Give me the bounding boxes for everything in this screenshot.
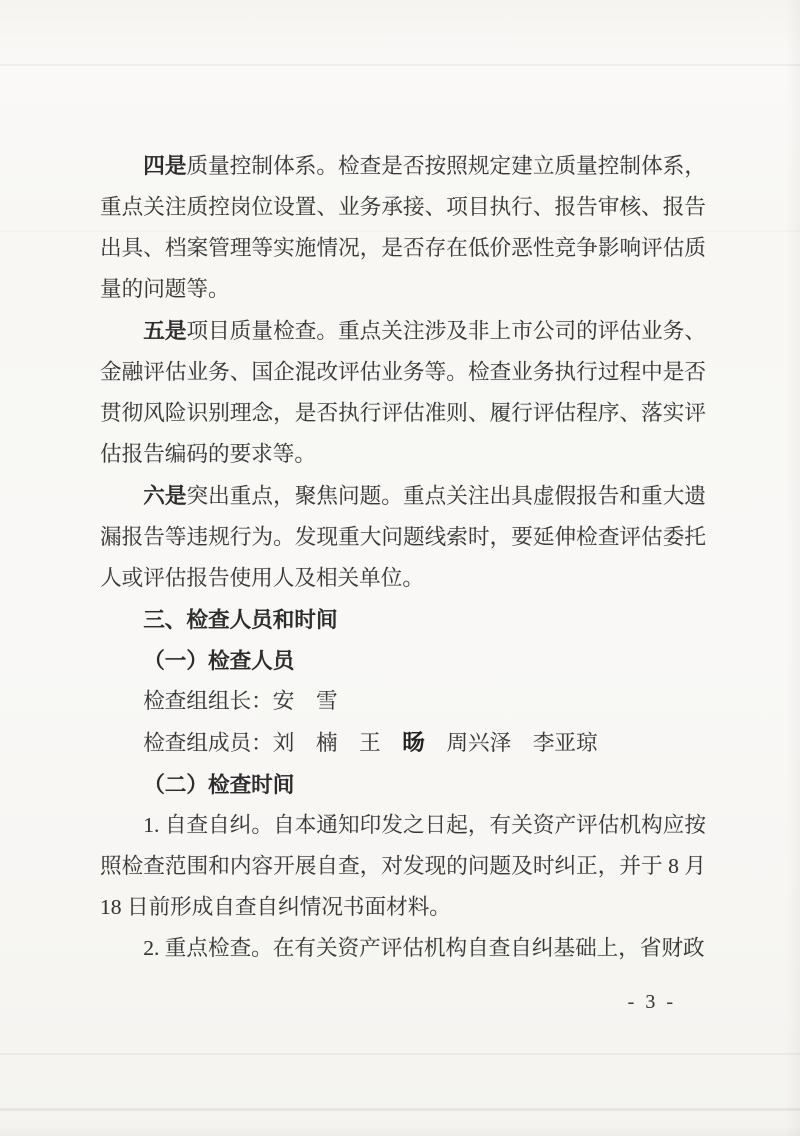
paragraph-text: 突出重点，聚焦问题。重点关注出具虚假报告和重大遗漏报告等违规行为。发现重大问题线索时，要延伸检查评估委托人或评估报告使用人及相关单位。 bbox=[100, 484, 706, 590]
paragraph-lead-word: 六是 bbox=[143, 483, 187, 508]
paragraph-quality-control-system bbox=[100, 145, 706, 310]
paragraph-project-quality-check bbox=[100, 310, 706, 475]
members-text: 检查组成员：刘 楠 王 bbox=[143, 731, 403, 755]
paragraph-text: 项目质量检查。重点关注涉及非上市公司的评估业务、金融评估业务、国企混改评估业务等。检查业务执行过程中是否贯彻风险识别理念，是否执行评估准则、履行评估程序、落实评估报告编码的要求等。 bbox=[100, 319, 706, 466]
paragraph-key-inspection: 2. 重点检查。在有关资产评估机构自查自纠基础上，省财政 bbox=[143, 936, 705, 960]
scan-artifact-band bbox=[0, 64, 800, 66]
subsection-heading-personnel: （一）检查人员 bbox=[143, 648, 295, 673]
paragraph-lead-word: 四是 bbox=[143, 153, 187, 178]
paragraph-self-inspection: 1. 自查自纠。自本通知印发之日起，有关资产评估机构应按照检查范围和内容开展自查，对发现的问题及时纠正，并于 8 月 18 日前形成自查自纠情况书面材料。 bbox=[100, 813, 706, 919]
paragraph-lead-word: 五是 bbox=[143, 318, 187, 343]
members-text: 周兴泽 李亚琼 bbox=[424, 731, 598, 755]
paragraph-text: 质量控制体系。检查是否按照规定建立质量控制体系，重点关注质控岗位设置、业务承接、项目执行、报告审核、报告出具、档案管理等实施情况，是否存在低价恶性竞争影响评估质量的问题等。 bbox=[100, 154, 706, 301]
paragraph-key-focus-issues bbox=[100, 475, 706, 599]
page-number: - 3 - bbox=[627, 991, 676, 1013]
scan-edge-shadow bbox=[0, 1126, 800, 1136]
inspection-team-members-line bbox=[100, 722, 706, 764]
subsection-heading-time: （二）检查时间 bbox=[143, 772, 295, 797]
scan-edge-shadow bbox=[786, 0, 800, 1136]
inspection-team-leader-line: 检查组组长：安 雪 bbox=[143, 689, 338, 713]
member-name-emphasized: 旸 bbox=[402, 730, 425, 755]
scan-artifact-band bbox=[0, 1108, 800, 1111]
scan-artifact-band bbox=[0, 1053, 800, 1055]
section-heading-personnel-and-time: 三、检查人员和时间 bbox=[143, 607, 338, 632]
document-content bbox=[100, 145, 706, 1014]
